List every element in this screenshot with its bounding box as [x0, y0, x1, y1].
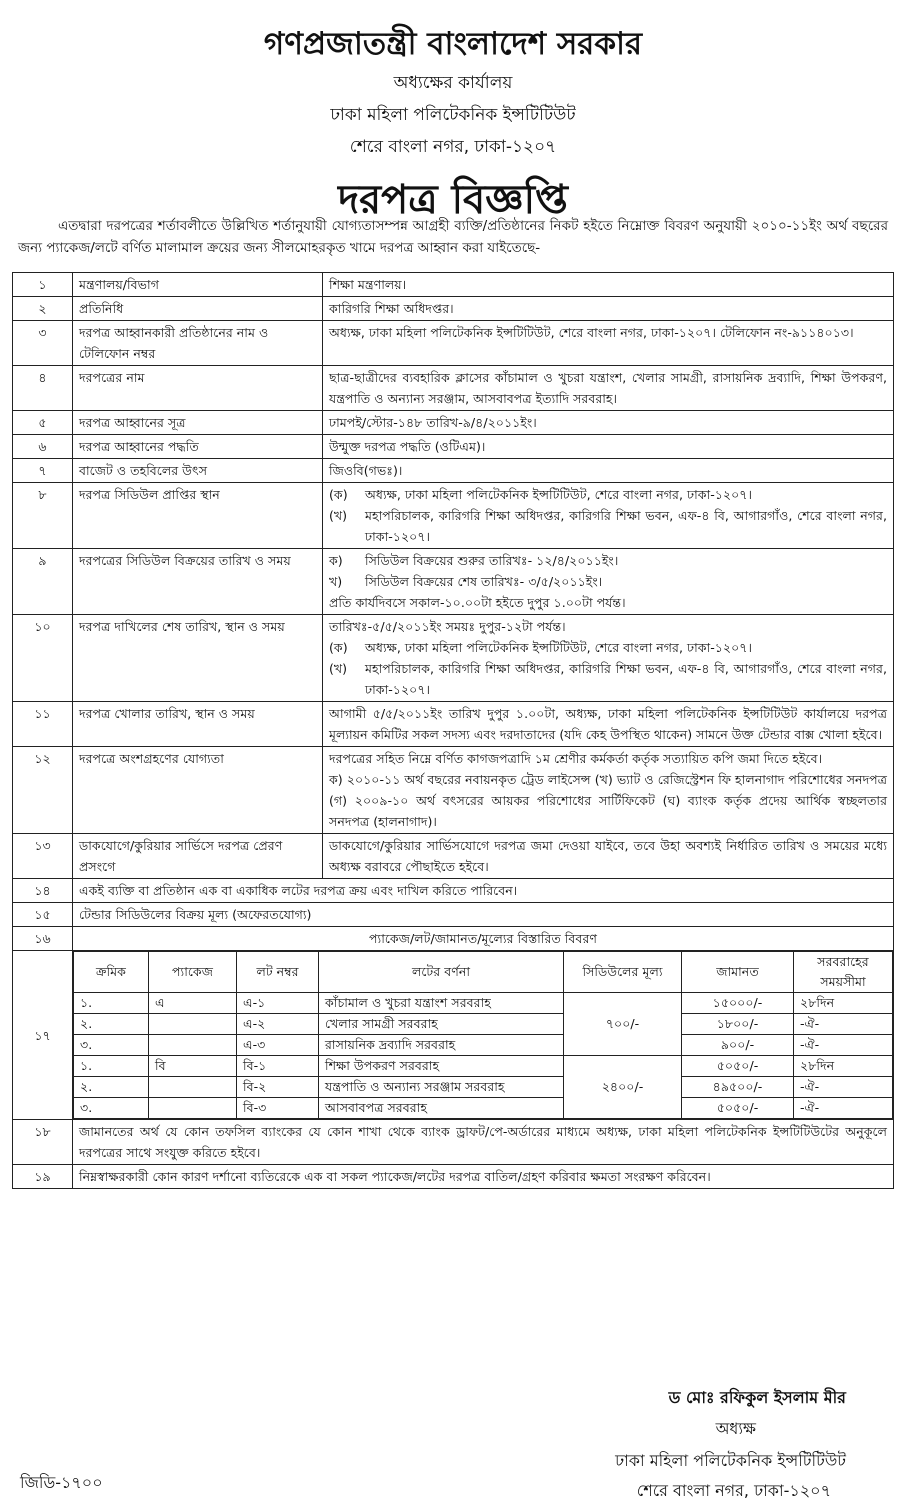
signatory-name: ড মোঃ রফিকুল ইসলাম মীর: [668, 1388, 846, 1407]
lot-row: ২. এ-২ খেলার সামগ্রী সরবরাহ ১৮০০/- -ঐ-: [74, 1014, 893, 1035]
lots-header-row: ক্রমিক প্যাকেজ লট নম্বর লটের বর্ণনা সিডিউলের মূল্য জামানত সরবরাহের সময়সীমা: [74, 952, 893, 993]
table-row: ১২ দরপত্রে অংশগ্রহণের যোগ্যতা দরপত্রের সহিত নিম্নে বর্ণিত কাগজপত্রাদি ১ম শ্রেণীর কর্মকর্তা কর্তৃক সত্যায়িত কপি জমা দিতে হইবে। ক) ২০১০-১১ অর্থ বছরের নবায়নকৃত ট্রেড লাইসেন্স (খ) ভ্যাট ও রেজিস্ট্রেশন ফি হালনাগাদ পরিশোধের সনদপত্র (গ) ২০০৯-১০ অর্থ বৎসরের আয়কর পরিশোধের সার্টিফিকেট (ঘ) ব্যাংক কর্তৃক প্রদেয় আর্থিক স্বচ্ছলতার সনদপত্র (হালনাগাদ)।: [13, 747, 894, 834]
lot-row: ১. এ এ-১ কাঁচামাল ও খুচরা যন্ত্রাংশ সরবরাহ ৭০০/- ১৫০০০/- ২৮দিন: [74, 993, 893, 1014]
signatory-institute: ঢাকা মহিলা পলিটেকনিক ইন্সটিটিউট: [615, 1451, 846, 1470]
table-row: ১১ দরপত্র খোলার তারিখ, স্থান ও সময় আগামী ৫/৫/২০১১ইং তারিখ দুপুর ১.০০টা, অধ্যক্ষ, ঢাকা মহিলা পলিটেকনিক ইন্সটিটিউট কার্যালয়ে দরপত্র মূল্যায়ন কমিটির সকল সদস্য এবং দরদাতাদের (যদি কেহ উপস্থিত থাকেন) সামনে উক্ত টেন্ডার বাক্স খোলা হইবে।: [13, 702, 894, 747]
table-row: ১০ দরপত্র দাখিলের শেষ তারিখ, স্থান ও সময় তারিখঃ-৫/৫/২০১১ইং সময়ঃ দুপুর-১২টা পর্যন্ত। (ক) অধ্যক্ষ, ঢাকা মহিলা পলিটেকনিক ইন্সটিটিউট, শেরে বাংলা নগর, ঢাকা-১২০৭। (খ) মহাপরিচালক, কারিগরি শিক্ষা অধিদপ্তর, কারিগরি শিক্ষা ভবন, এফ-৪ বি, আগারগাঁও, শেরে বাংলা নগর, ঢাকা-১২০৭।: [13, 615, 894, 702]
table-row: ১৮ জামানতের অর্থ যে কোন তফসিল ব্যাংকের যে কোন শাখা থেকে ব্যাংক ড্রাফট/পে-অর্ডারের মাধ্যমে অধ্যক্ষ, ঢাকা মহিলা পলিটেকনিক ইন্সটিটিউটের অনুকূলে দরপত্রের সাথে সংযুক্ত করিতে হইবে।: [13, 1120, 894, 1165]
intro-paragraph: এতদ্বারা দরপত্রের শর্তাবলীতে উল্লিখিত শর্তানুযায়ী যোগ্যতাসম্পন্ন আগ্রহী ব্যক্তি/প্রতিষ্ঠানের নিকট হইতে নিম্নোক্ত বিবরণ অনুযায়ী ২০১০-১১ইং অর্থ বছরের জন্য প্যাকেজ/লটে বর্ণিত মালামাল ক্রয়ের জন্য সীলমোহরকৃত খামে দরপত্র আহ্বান করা যাইতেছে-: [18, 218, 888, 256]
signatory-address: শেরে বাংলা নগর, ঢাকা-১২০৭: [636, 1481, 831, 1500]
lot-row: ৩. এ-৩ রাসায়নিক দ্রব্যাদি সরবরাহ ৯০০/- -ঐ-: [74, 1035, 893, 1056]
lot-row: ২. বি-২ যন্ত্রপাতি ও অন্যান্য সরঞ্জাম সরবরাহ ৪৯৫০০/- -ঐ-: [74, 1077, 893, 1098]
table-row: ৭ বাজেট ও তহবিলের উৎস জিওবি(গভঃ)।: [13, 459, 894, 483]
table-row: ১৩ ডাকযোগে/কুরিয়ার সার্ভিসে দরপত্র প্রেরণ প্রসংগে ডাকযোগে/কুরিয়ার সার্ভিসযোগে দরপত্র জমা দেওয়া যাইবে, তবে উহা অবশ্যই নির্ধারিত তারিখ ও সময়ের মধ্যে অধ্যক্ষ বরাবরে পৌছাইতে হইবে।: [13, 834, 894, 879]
table-row: ১৫ টেন্ডার সিডিউলের বিক্রয় মূল্য (অফেরতযোগ্য): [13, 903, 894, 927]
table-row: ১৭ ক্রমিক প্যাকেজ লট নম্বর লটের বর্ণনা সিডিউলের মূল্য জামানত সরবরাহের সময়সীমা ১. এ এ-১ কাঁচামাল ও খুচরা যন্ত্রাংশ সরবরাহ ৭০০/- ১৫০০০/- ২৮দিন ২. এ-২ খেলার সামগ্রী সরবরাহ ১৮০০/- -ঐ- ৩. এ-৩ রাসায়নিক দ্রব্যাদি সরবরাহ ৯০০/- -ঐ- ১. বি বি-১ শিক্ষা উপকরণ সরবরাহ ২৪০০/- ৫০৫০/- ২৮দিন ২. বি-২ যন্ত্রপাতি ও অন্যান্য সরঞ্জাম সরবরাহ ৪৯৫০০/- -ঐ- ৩. বি-৩ আসবাবপত্র সরবরাহ ৫০৫০/- -ঐ-: [13, 951, 894, 1120]
table-row: ১৪ একই ব্যক্তি বা প্রতিষ্ঠান এক বা একাধিক লটের দরপত্র ক্রয় এবং দাখিল করিতে পারিবেন।: [13, 879, 894, 903]
table-row: ৯ দরপত্রের সিডিউল বিক্রয়ের তারিখ ও সময় ক) সিডিউল বিক্রয়ের শুরুর তারিখঃ- ১২/৪/২০১১ইং। খ) সিডিউল বিক্রয়ের শেষ তারিখঃ- ৩/৫/২০১১ইং। প্রতি কার্যদিবসে সকাল-১০.০০টা হইতে দুপুর ১.০০টা পর্যন্ত।: [13, 549, 894, 615]
signatory-designation: অধ্যক্ষ: [715, 1419, 756, 1438]
tender-details-table: [12, 272, 894, 1189]
table-row: ৪ দরপত্রের নাম ছাত্র-ছাত্রীদের ব্যবহারিক ক্লাসের কাঁচামাল ও খুচরা যন্ত্রাংশ, খেলার সামগ্রী, রাসায়নিক দ্রব্যাদি, শিক্ষা উপকরণ, যন্ত্রপাতি ও অন্যান্য সরঞ্জাম, আসবাবপত্র ইত্যাদি সরবরাহ।: [13, 366, 894, 411]
table-row: ১৬ প্যাকেজ/লট/জামানত/মূল্যের বিস্তারিত বিবরণ: [13, 927, 894, 951]
lot-row: ১. বি বি-১ শিক্ষা উপকরণ সরবরাহ ২৪০০/- ৫০৫০/- ২৮দিন: [74, 1056, 893, 1077]
table-row: ৮ দরপত্র সিডিউল প্রাপ্তির স্থান (ক) অধ্যক্ষ, ঢাকা মহিলা পলিটেকনিক ইন্সটিটিউট, শেরে বাংলা নগর, ঢাকা-১২০৭। (খ) মহাপরিচালক, কারিগরি শিক্ষা অধিদপ্তর, কারিগরি শিক্ষা ভবন, এফ-৪ বি, আগারগাঁও, শেরে বাংলা নগর, ঢাকা-১২০৭।: [13, 483, 894, 549]
notice-title: দরপত্র বিজ্ঞপ্তি: [338, 177, 568, 223]
institute-address: শেরে বাংলা নগর, ঢাকা-১২০৭: [349, 137, 557, 157]
table-row: ৬ দরপত্র আহ্বানের পদ্ধতি উন্মুক্ত দরপত্র পদ্ধতি (ওটিএম)।: [13, 435, 894, 459]
government-title: গণপ্রজাতন্ত্রী বাংলাদেশ সরকার: [263, 26, 643, 62]
table-row: ১ মন্ত্রণালয়/বিভাগ শিক্ষা মন্ত্রণালয়।: [13, 273, 894, 297]
gd-number: জিডি-১৭০০: [20, 1473, 103, 1492]
institute-name: ঢাকা মহিলা পলিটেকনিক ইন্সটিটিউট: [330, 105, 576, 125]
table-row: ২ প্রতিনিধি কারিগরি শিক্ষা অধিদপ্তর।: [13, 297, 894, 321]
lots-table: [73, 951, 893, 1119]
table-row: ১৯ নিম্নস্বাক্ষরকারী কোন কারণ দর্শানো ব্যতিরেকে এক বা সকল প্যাকেজ/লটের দরপত্র বাতিল/গ্রহণ করিবার ক্ষমতা সংরক্ষণ করিবেন।: [13, 1165, 894, 1189]
table-row: ৫ দরপত্র আহ্বানের সূত্র ঢামপই/স্টোর-১৪৮ তারিখ-৯/৪/২০১১ইং।: [13, 411, 894, 435]
office-name: অধ্যক্ষের কার্যালয়: [393, 73, 513, 93]
lot-row: ৩. বি-৩ আসবাবপত্র সরবরাহ ৫০৫০/- -ঐ-: [74, 1098, 893, 1119]
table-row: ৩ দরপত্র আহ্বানকারী প্রতিষ্ঠানের নাম ও টেলিফোন নম্বর অধ্যক্ষ, ঢাকা মহিলা পলিটেকনিক ইন্সটিটিউট, শেরে বাংলা নগর, ঢাকা-১২০৭। টেলিফোন নং-৯১১৪০১৩।: [13, 321, 894, 366]
